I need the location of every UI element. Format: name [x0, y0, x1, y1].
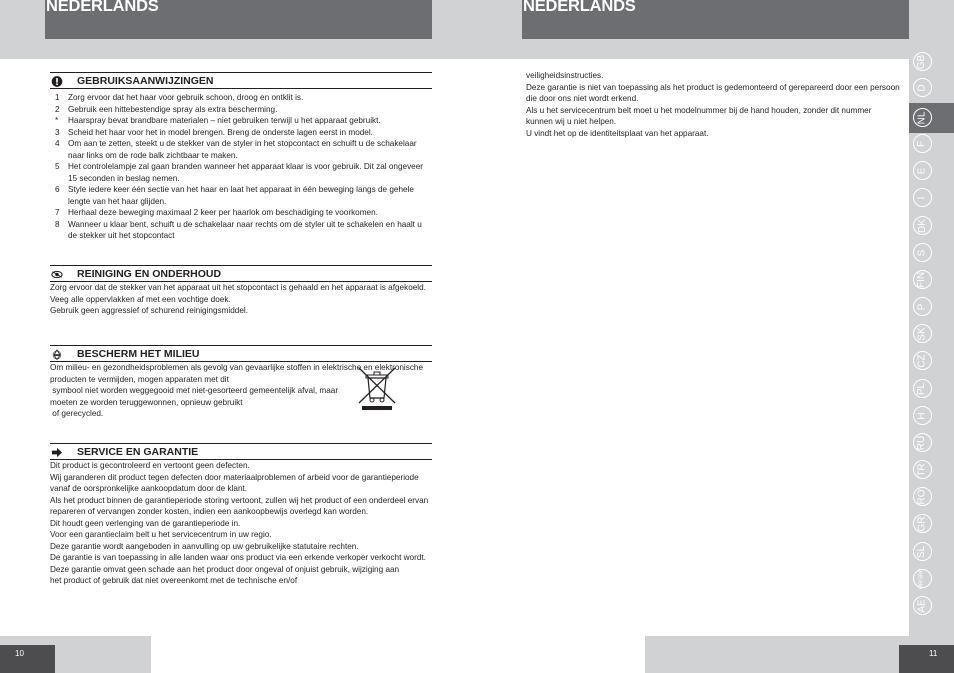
- body-line: U vindt het op de identiteitsplaat van het apparaat.: [526, 128, 709, 138]
- body-line: Als u het servicecentrum belt moet u het modelnummer bij de hand houden, zonder dit nummer kunnen wij u niet helpen.: [526, 105, 874, 126]
- section-service: [50, 443, 432, 587]
- lang-tab-ro[interactable]: RO: [913, 487, 932, 506]
- lang-tab-h[interactable]: H: [913, 406, 932, 425]
- step-number: 1: [55, 93, 60, 102]
- lang-tab-i[interactable]: I: [913, 188, 932, 207]
- left-page-header: [45, 0, 432, 39]
- language-tab-strip: [909, 48, 954, 636]
- step-text: Haarspray bevat brandbare materialen – niet gebruiken terwijl u het apparaat gebruikt.: [68, 116, 381, 125]
- weee-bin-icon: [357, 367, 397, 411]
- step-text: Zorg ervoor dat het haar voor gebruik schoon, droog en ontklit is.: [68, 93, 304, 102]
- body-line: Voor een garantieclaim belt u het servicecentrum in uw regio.: [50, 530, 272, 539]
- lang-tab-ru[interactable]: RU: [913, 433, 932, 452]
- section-body: [50, 460, 432, 587]
- section-instructions: [50, 72, 432, 242]
- lang-tab-f[interactable]: F: [913, 134, 932, 153]
- section-title: REINIGING EN ONDERHOUD: [77, 268, 222, 280]
- step-number: 7: [55, 208, 60, 217]
- body-line: of gerecycled.: [50, 409, 104, 418]
- lang-tab-s[interactable]: S: [913, 243, 932, 262]
- body-line: Dit product is gecontroleerd en vertoont geen defecten.: [50, 461, 250, 470]
- lang-tab-fin[interactable]: FIN: [913, 270, 932, 289]
- lang-tab-pl[interactable]: PL: [913, 379, 932, 398]
- lang-tab-e[interactable]: E: [913, 161, 932, 180]
- section-title: SERVICE EN GARANTIE: [77, 446, 199, 458]
- recycle-icon: [51, 349, 63, 360]
- lang-tab-hr-srb[interactable]: HR/SRB: [913, 569, 932, 588]
- section-body: [50, 282, 432, 317]
- arrow-right-icon: [51, 447, 63, 458]
- step-text: Wanneer u klaar bent, schuift u de schakelaar naar rechts om de styler uit te schakelen en haalt u de stekker uit het stopcontact: [68, 219, 422, 240]
- body-line: Gebruik geen aggressief of schurend reinigingsmiddel.: [50, 306, 248, 315]
- lang-tab-d[interactable]: D: [913, 78, 932, 97]
- lang-tab-sk[interactable]: SK: [913, 324, 932, 343]
- instruction-step: [50, 138, 432, 161]
- body-line: Dit houdt geen verlenging van de garantieperiode in.: [50, 518, 241, 528]
- body-line: Deze garantie wordt aangeboden in aanvulling op uw gebruikelijke statutaire rechten.: [50, 541, 359, 551]
- body-line: Als het product binnen de garantieperiode storing vertoont, zullen wij het product of een onderdeel ervan repareren of vervangen zonder kosten, indien een aankoopbewijs overlegd kan worden.: [50, 495, 431, 516]
- instruction-step: [50, 104, 432, 116]
- section-header: [50, 443, 432, 460]
- instruction-step: [50, 207, 432, 219]
- lang-tab-gr[interactable]: GR: [913, 514, 932, 533]
- page-number-left: 10: [0, 645, 55, 673]
- instruction-step: [50, 127, 432, 139]
- section-title: BESCHERM HET MILIEU: [77, 348, 200, 360]
- instruction-steps: [50, 92, 432, 242]
- body-line: De garantie is van toepassing in alle landen waar ons product via een erkende verkoper verkocht wordt.: [50, 553, 426, 562]
- section-header: [50, 72, 432, 89]
- section-environment: [50, 345, 432, 420]
- body-line: Deze garantie omvat geen schade aan het product door ongeval of onjuist gebruik, wijziging aan het product of gebruik dat niet overeenkomt met de technische en/of: [50, 564, 402, 585]
- lang-tab-gb[interactable]: GB: [913, 52, 932, 71]
- lang-tab-tr[interactable]: TR: [913, 460, 932, 479]
- step-text: Het controlelampje zal gaan branden wanneer het apparaat klaar is voor gebruik. Dit zal ongeveer 15 seconden in beslag nemen.: [68, 162, 424, 183]
- instruction-step: [50, 92, 432, 104]
- step-number: 5: [55, 162, 60, 171]
- body-line: veiligheidsinstructies.: [526, 71, 604, 80]
- step-number: 3: [55, 127, 60, 137]
- page-number-right: 11: [899, 645, 954, 673]
- right-page-title: NEDERLANDS: [523, 0, 636, 15]
- right-page-header: [522, 0, 909, 39]
- body-line: symbool niet worden weggegooid met niet-gesorteerd gemeentelijk afval, maar moeten ze worden teruggewonnen, opnieuw gebruikt: [50, 386, 341, 407]
- instruction-step: [50, 184, 432, 207]
- step-text: Om aan te zetten, steekt u de stekker van de styler in het stopcontact en schuift u de schakelaar naar links om de rode balk zichtbaar te maken.: [68, 139, 417, 160]
- body-line: Deze garantie is niet van toepassing als het product is gedemonteerd of gerepareerd door een persoon die door ons niet wordt erkend.: [526, 82, 902, 103]
- instruction-step: [50, 161, 432, 184]
- step-number: *: [55, 116, 59, 125]
- right-page-body: [526, 70, 900, 139]
- step-text: Scheid het haar voor het in model brengen. Breng de onderste lagen eerst in model.: [68, 127, 373, 137]
- lang-tab-p[interactable]: P: [913, 297, 932, 316]
- step-text: Style iedere keer één sectie van het haar en laat het apparaat in één beweging langs de gehele lengte van het haar glijden.: [68, 185, 414, 206]
- eye-icon: [51, 269, 63, 280]
- body-line: Wij garanderen dit product tegen defecten door materiaalproblemen of arbeid voor de garantieperiode vanaf de oorspronkelijke aankoopdatum door de klant.: [50, 472, 421, 493]
- section-cleaning: [50, 265, 432, 317]
- lang-tab-cz[interactable]: CZ: [913, 351, 932, 370]
- body-line: Zorg ervoor dat de stekker van het apparaat uit het stopcontact is gehaald en het apparaat is afgekoeld.: [50, 283, 426, 292]
- section-header: [50, 345, 432, 362]
- section-header: [50, 265, 432, 282]
- body-line: Veeg alle oppervlakken af met een vochtige doek.: [50, 294, 231, 304]
- step-text: Herhaal deze beweging maximaal 2 keer per haarlok om beschadiging te voorkomen.: [68, 208, 378, 217]
- left-page-title: NEDERLANDS: [46, 0, 159, 15]
- exclamation-icon: [51, 76, 63, 87]
- body-line: Om milieu- en gezondheidsproblemen als gevolg van gevaarlijke stoffen in elektrische en elektronische producten te vermijden, mogen apparaten met dit: [50, 363, 426, 384]
- step-number: 4: [55, 139, 60, 148]
- step-number: 6: [55, 185, 60, 194]
- section-title: GEBRUIKSAANWIJZINGEN: [77, 75, 214, 87]
- lang-tab-ae[interactable]: AE: [913, 596, 932, 615]
- step-text: Gebruik een hittebestendige spray als extra bescherming.: [68, 104, 278, 114]
- lang-tab-dk[interactable]: DK: [913, 216, 932, 235]
- step-number: 8: [55, 219, 60, 229]
- step-number: 2: [55, 104, 60, 114]
- instruction-step: [50, 115, 432, 127]
- lang-tab-sl[interactable]: SL: [913, 542, 932, 561]
- lang-tab-nl[interactable]: NL: [913, 108, 932, 127]
- instruction-step: [50, 219, 432, 242]
